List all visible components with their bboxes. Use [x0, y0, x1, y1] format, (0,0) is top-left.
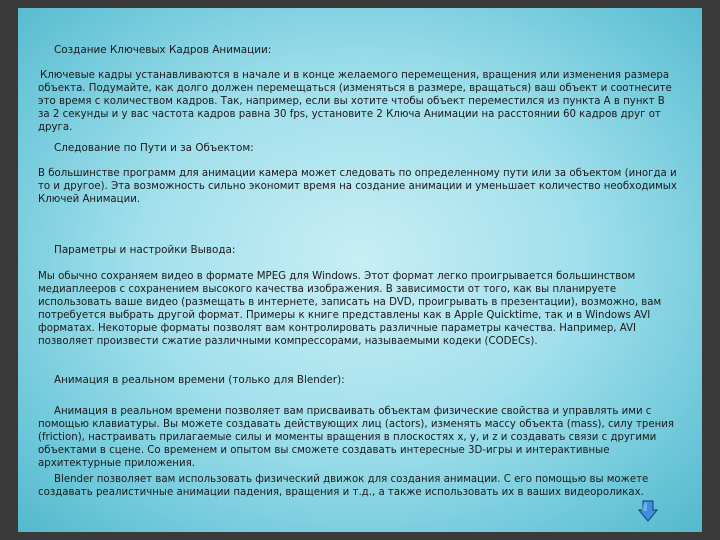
section-3-body: Мы обычно сохраняем видео в формате MPEG для Windows. Этот формат легко проигрывается большинством медиаплееров с сохранением высокого качества изображения. В зависимости от того, как вы планируете использовать ваше видео (размещать в интернете, записать на DVD, проигрывать в презентации), возможно, вам потребуется выбрать другой формат. Примеры к книге представлены как в Apple Quicktime, так и в Windows AVI форматах. Некоторые форматы позволят вам контролировать различные параметры качества. Например, AVI позволяет произвести сжатие различными компрессорами, называемыми кодеки (CODECs).: [38, 271, 662, 347]
section-4-body-2: Blender позволяет вам использовать физический движок для создания анимации. С его помощью вы можете создавать реалистичные анимации падения, вращения и т.д., а также использовать их в ваших видеороликах.: [38, 474, 649, 498]
section-2-body: В большинстве программ для анимации камера может следовать по определенному пути или за объектом (иногда и то и другое). Эта возможность сильно экономит время на создание анимации и уменьшает количество необходимых Ключей Анимации.: [38, 168, 677, 205]
next-page-button[interactable]: [638, 500, 658, 522]
section-1-body: Ключевые кадры устанавливаются в начале и в конце желаемого перемещения, вращения или изменения размера объекта. Подумайте, как долго должен перемещаться (изменяться в размере, вращаться) ваш объект и соотнесите это время с количеством кадров. Так, например, если вы хотите чтобы объект переместился из пункта А в пункт В за 2 секунды и у вас частота кадров равна 30 fps, установите 2 Ключа Анимации на расстоянии 60 кадров друг от друга.: [38, 70, 672, 133]
down-arrow-icon: [638, 500, 658, 522]
section-4-heading: Анимация в реальном времени (только для Blender):: [54, 374, 345, 386]
section-3-heading: Параметры и настройки Вывода:: [54, 244, 236, 256]
section-4-body: Анимация в реальном времени позволяет вам присваивать объектам физические свойства и управлять ими с помощью клавиатуры. Вы можете создавать действующих лиц (actors), изменять массу объекта (mass), силу трения (friction), настраивать прилагаемые силы и моменты вращения в плоскостях x, y, и z и создавать связи с другими объектами в сцене. Со временем и опытом вы сможете создавать интересные 3D-игры и интерактивные архитектурные приложения.: [38, 406, 675, 469]
section-2-heading: Следование по Пути и за Объектом:: [54, 142, 254, 154]
section-1-heading: Создание Ключевых Кадров Анимации:: [54, 44, 272, 56]
